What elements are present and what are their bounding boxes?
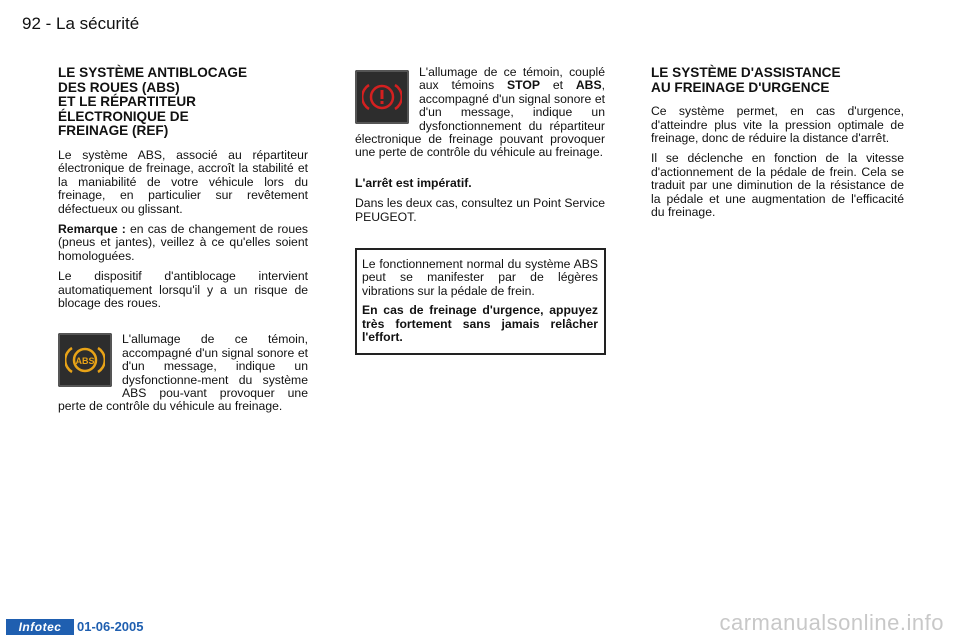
stop-label: STOP: [507, 78, 540, 93]
stop-required: L'arrêt est impératif.: [355, 175, 472, 190]
notice-box: [355, 248, 606, 354]
assist-column: [651, 66, 904, 226]
abs-column: [58, 66, 308, 421]
abs-warning-icon: [58, 333, 112, 387]
assist-para2: Il se déclenche en fonction de la vitesse d'actionnement de la pédale de frein. Cela se traduit par une diminution de la résistance de la pédale et une augmentation de l'efficacité du freinage.: [651, 151, 904, 220]
abs-section-title: LE SYSTÈME ANTIBLOCAGE DES ROUES (ABS) ET LE RÉPARTITEUR ÉLECTRONIQUE DE FREINAGE (REF): [58, 65, 248, 139]
ref-column: [355, 66, 605, 355]
abs-icon-label: ABS: [75, 356, 95, 367]
abs-label: ABS: [575, 78, 602, 93]
remark-text: en cas de changement de roues (pneus et jantes), veillez à ce qu'elles soient homologuées.: [58, 222, 308, 263]
abs-device-text: Le dispositif d'antiblocage intervient automatiquement lorsqu'il y a un risque de blocage des roues.: [58, 269, 308, 311]
ref-warning-block: [355, 66, 605, 160]
abs-warning-block: [58, 333, 308, 413]
ref-warning-text: L'allumage de ce témoin, couplé aux témoins STOP et ABS, accompagné d'un signal sonore et d'un message, indique un dysfonctionnement du répartiteur électronique de freinage pouvant provoquer une perte de contrôle du véhicule au freinage.: [355, 65, 605, 160]
notice-text: Le fonctionnement normal du système ABS peut se manifester par de légères vibrations sur la pédale de frein.: [362, 257, 598, 298]
abs-warning-text: L'allumage de ce témoin, accompagné d'un signal sonore et d'un message, indique un dysfonctionne-ment du système ABS pou-vant provoquer une perte de contrôle du véhicule au freinage.: [58, 332, 308, 414]
page-title: 92 - La sécurité: [22, 14, 140, 33]
watermark: carmanualsonline.info: [719, 610, 944, 635]
footer-date: 01-06-2005: [77, 619, 144, 634]
brake-warning-icon: [355, 70, 409, 124]
assist-para1: Ce système permet, en cas d'urgence, d'atteindre plus vite la pression optimale de freinage, donc de réduire la distance d'arrêt.: [651, 104, 904, 145]
notice-bold-text: En cas de freinage d'urgence, appuyez très fortement sans jamais relâcher l'effort.: [362, 303, 598, 345]
abs-remark: [58, 223, 308, 263]
consult-text: Dans les deux cas, consultez un Point Service PEUGEOT.: [355, 196, 605, 224]
remark-label: Remarque :: [58, 222, 126, 236]
abs-intro: Le système ABS, associé au répartiteur électronique de freinage, accroît la stabilité et la maniabilité de votre véhicule lors du freinage, en particulier sur revêtement défectueux ou glissant.: [58, 147, 308, 216]
infotec-logo: Infotec: [6, 619, 74, 635]
assist-section-title: LE SYSTÈME D'ASSISTANCE AU FREINAGE D'URGENCE: [651, 65, 841, 95]
